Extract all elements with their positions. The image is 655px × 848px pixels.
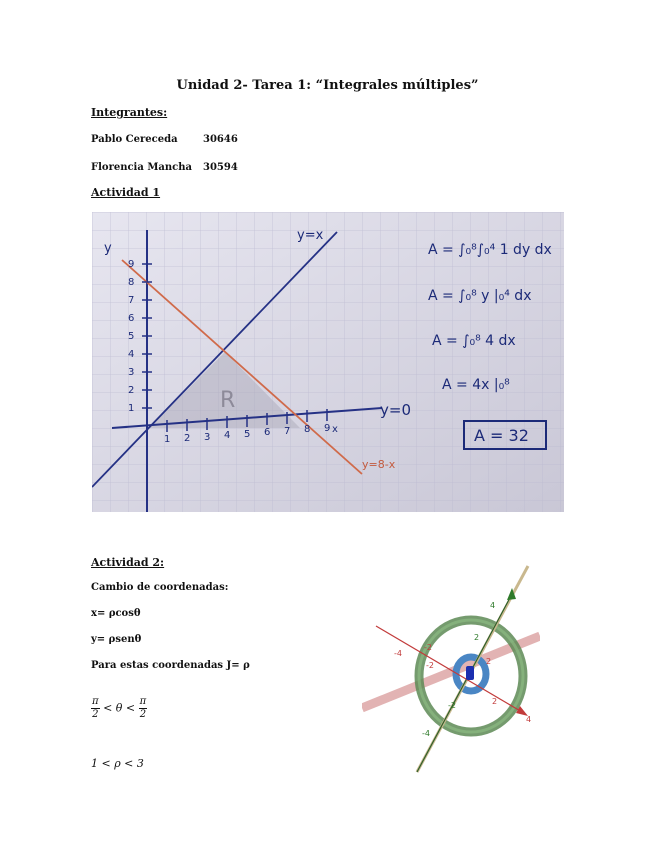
y-tick-label: 5 (128, 331, 135, 342)
label-y-eq-0: y=0 (380, 401, 411, 419)
plot-label: 4 (526, 715, 532, 724)
plot-label: -4 (422, 729, 430, 738)
theta-upper-fraction (139, 696, 148, 721)
fraction-numerator: π (139, 696, 147, 707)
y-tick-label: 9 (128, 259, 135, 270)
fraction-denominator: 2 (92, 709, 99, 720)
activity-2-heading: Actividad 2: (91, 556, 165, 569)
y-tick-label: 8 (128, 277, 135, 288)
member-1-id: 30646 (203, 134, 238, 145)
x-axis-label: x (332, 424, 338, 435)
plot-label: 2 (486, 657, 492, 666)
jacobian-text: Para estas coordenadas J= ρ (91, 660, 250, 671)
label-y-eq-8-minus-x: y=8-x (362, 458, 396, 471)
x-tick-label: 5 (244, 429, 251, 440)
members-heading: Integrantes: (91, 106, 168, 119)
center-marker (466, 666, 474, 680)
x-tick-label: 8 (304, 424, 311, 435)
fraction-numerator: π (92, 696, 99, 707)
y-axis-label: y (104, 241, 112, 256)
plot-label: -2 (426, 661, 434, 670)
change-of-coordinates-label: Cambio de coordenadas: (91, 582, 229, 593)
x-tick-label: 1 (164, 434, 171, 445)
plot-label: 2 (474, 633, 480, 642)
rho-range: 1 < ρ < 3 (91, 757, 144, 770)
x-tick-label: 7 (284, 426, 291, 437)
equation-1: A = ∫₀⁸∫₀⁴ 1 dy dx (428, 242, 552, 258)
y-tick-label: 4 (128, 349, 135, 360)
plot-label: -2 (448, 701, 456, 710)
page-title: Unidad 2- Tarea 1: “Integrales múltiples” (176, 78, 479, 93)
theta-inequality: < θ < (103, 701, 136, 715)
whiteboard-photo (92, 212, 564, 512)
member-2-id: 30594 (203, 162, 238, 173)
activity-1-heading: Actividad 1 (91, 186, 161, 199)
x-tick-label: 2 (184, 433, 191, 444)
red-axis-line (376, 626, 522, 712)
x-tick-label: 9 (324, 423, 331, 434)
equation-3: A = ∫₀⁸ 4 dx (432, 333, 516, 349)
plot-label: -2 (424, 643, 432, 652)
y-equation: y= ρsenθ (91, 634, 142, 645)
equation-4: A = 4x |₀⁸ (442, 377, 510, 393)
y-tick-label: 1 (128, 403, 135, 414)
fraction-denominator: 2 (139, 709, 147, 720)
y-tick-label: 7 (128, 295, 135, 306)
theta-lower-fraction (91, 696, 100, 721)
x-tick-label: 4 (224, 430, 231, 441)
label-y-eq-x: y=x (297, 228, 324, 243)
x-tick-label: 3 (204, 432, 211, 443)
result-text: A = 32 (474, 426, 529, 445)
y-tick-label: 3 (128, 367, 135, 378)
y-tick-labels (128, 259, 134, 414)
x-equation: x= ρcosθ (91, 608, 141, 619)
equation-2: A = ∫₀⁸ y |₀⁴ dx (428, 288, 532, 304)
member-2-name: Florencia Mancha (91, 162, 192, 173)
region-r-label: R (220, 388, 236, 413)
plot-label: 4 (490, 601, 496, 610)
polar-3d-plot (362, 562, 540, 774)
y-tick-label: 2 (128, 385, 135, 396)
x-tick-label: 6 (264, 427, 271, 438)
y-tick-label: 6 (128, 313, 135, 324)
theta-range (91, 696, 147, 721)
member-1-name: Pablo Cereceda (91, 134, 178, 145)
plot-label: 2 (492, 697, 498, 706)
plot-label: -4 (394, 649, 402, 658)
